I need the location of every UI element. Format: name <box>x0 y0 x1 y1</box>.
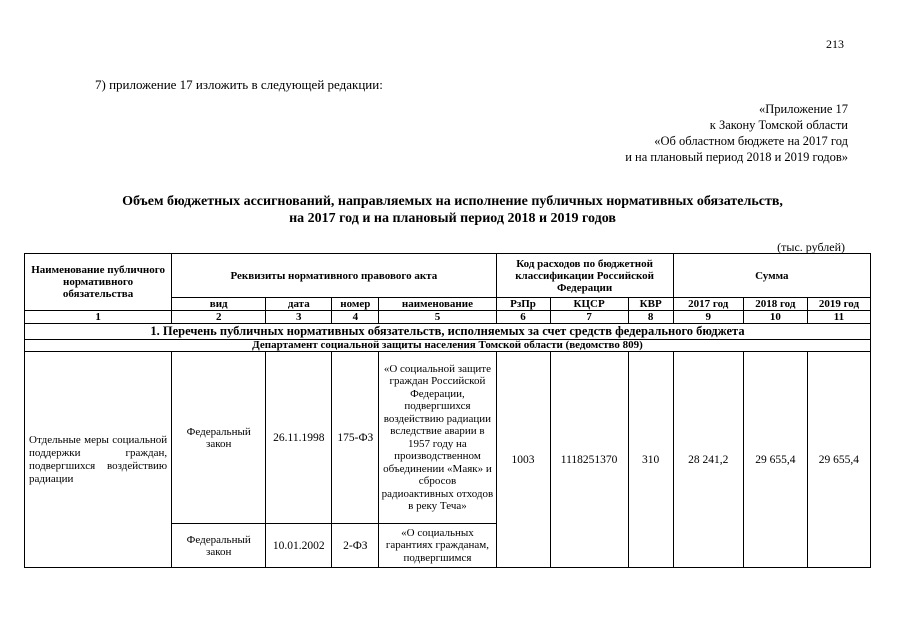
column-number-row <box>25 311 871 324</box>
appendix-line-3: «Об областном бюджете на 2017 год <box>654 134 848 148</box>
column-number: 1 <box>25 311 172 324</box>
act-date: 26.11.1998 <box>266 352 332 524</box>
column-number: 11 <box>807 311 870 324</box>
appendix-line-2: к Закону Томской области <box>709 118 848 132</box>
header-act-name: наименование <box>379 298 496 311</box>
page-number: 213 <box>826 37 844 51</box>
header-2017: 2017 год <box>673 298 743 311</box>
document-title <box>40 193 865 227</box>
department-row <box>25 340 871 352</box>
table-row <box>25 352 871 524</box>
title-line-1: Объем бюджетных ассигнований, направляемых на исполнение публичных нормативных обязательств, <box>122 194 783 209</box>
header-date: дата <box>266 298 332 311</box>
act-name: «О социальных гарантиях гражданам, подвергшимся <box>379 524 496 568</box>
rzpr-value: 1003 <box>496 352 550 568</box>
header-amount: Сумма <box>673 254 870 298</box>
title-line-2: на 2017 год и на плановый период 2018 и 2019 годов <box>289 211 616 226</box>
header-kcsr: КЦСР <box>550 298 628 311</box>
intro-text: 7) приложение 17 изложить в следующей редакции: <box>95 77 383 92</box>
column-number: 10 <box>743 311 807 324</box>
amount-2019: 29 655,4 <box>807 352 870 568</box>
amount-2017: 28 241,2 <box>673 352 743 568</box>
header-obligation-name: Наименование публичного нормативного обязательства <box>25 254 172 311</box>
section-row <box>25 324 871 340</box>
column-number: 2 <box>172 311 266 324</box>
header-2019: 2019 год <box>807 298 870 311</box>
appendix-header <box>625 101 848 165</box>
appendix-line-4: и на плановый период 2018 и 2019 годов» <box>625 150 848 164</box>
header-kind: вид <box>172 298 266 311</box>
column-number: 4 <box>332 311 379 324</box>
header-kvr: КВР <box>628 298 673 311</box>
column-number: 5 <box>379 311 496 324</box>
column-number: 6 <box>496 311 550 324</box>
appendix-line-1: «Приложение 17 <box>759 102 848 116</box>
header-2018: 2018 год <box>743 298 807 311</box>
act-kind: Федеральный закон <box>172 524 266 568</box>
act-number: 175-ФЗ <box>332 352 379 524</box>
header-row-1 <box>25 254 871 298</box>
kvr-value: 310 <box>628 352 673 568</box>
act-number: 2-ФЗ <box>332 524 379 568</box>
obligation-name: Отдельные меры социальной поддержки граждан, подвергшихся воздействию радиации <box>25 352 172 568</box>
header-rzpr: РзПр <box>496 298 550 311</box>
act-date: 10.01.2002 <box>266 524 332 568</box>
section-title: 1. Перечень публичных нормативных обязательств, исполняемых за счет средств федерального бюджета <box>25 324 871 340</box>
column-number: 9 <box>673 311 743 324</box>
act-name: «О социальной защите граждан Российской Федерации, подвергшихся воздействию радиации вследствие аварии в 1957 году на производственном объединении «Маяк» и сбросов радиоактивных отходов в реку Теча» <box>379 352 496 524</box>
act-kind: Федеральный закон <box>172 352 266 524</box>
header-act-requisites: Реквизиты нормативного правового акта <box>172 254 496 298</box>
column-number: 3 <box>266 311 332 324</box>
header-number: номер <box>332 298 379 311</box>
column-number: 7 <box>550 311 628 324</box>
department-name: Департамент социальной защиты населения Томской области (ведомство 809) <box>25 340 871 352</box>
column-number: 8 <box>628 311 673 324</box>
units-label: (тыс. рублей) <box>777 240 845 254</box>
header-budget-code: Код расходов по бюджетной классификации Российской Федерации <box>496 254 673 298</box>
amount-2018: 29 655,4 <box>743 352 807 568</box>
obligations-table <box>24 253 871 568</box>
kcsr-value: 1118251370 <box>550 352 628 568</box>
